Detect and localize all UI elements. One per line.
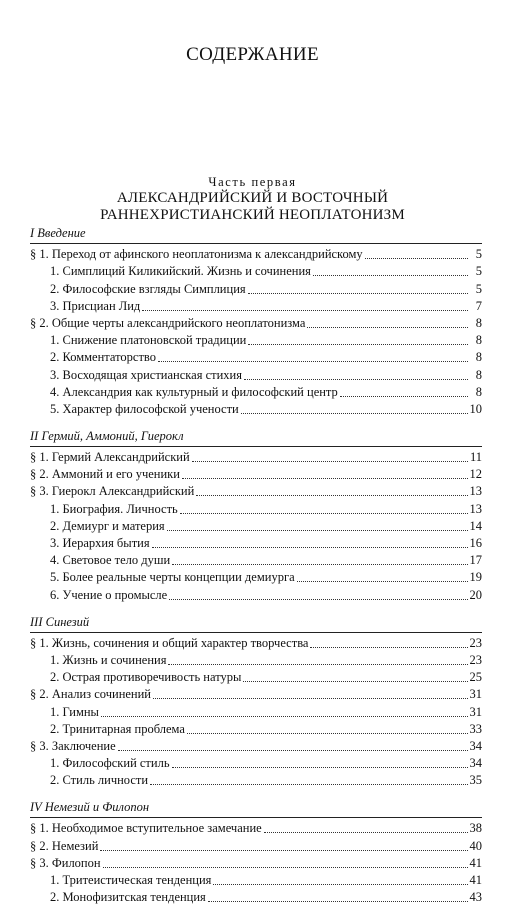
toc-entry-title: 1. Гимны <box>50 704 99 719</box>
toc-entry-title: § 1. Гермий Александрийский <box>30 450 190 465</box>
toc-page-number: 34 <box>469 756 482 771</box>
part-title-line-1: АЛЕКСАНДРИЙСКИЙ И ВОСТОЧНЫЙ <box>116 190 389 206</box>
toc-entry[interactable] <box>30 246 482 263</box>
toc-page-number: 5 <box>475 247 482 262</box>
toc-subentry[interactable] <box>30 652 482 669</box>
toc-entry[interactable] <box>30 449 482 466</box>
dot-leader <box>244 378 468 380</box>
dot-leader <box>167 529 468 531</box>
dot-leader <box>169 598 467 600</box>
toc-entry-title: 1. Биография. Личность <box>50 501 178 516</box>
toc-entry[interactable] <box>30 820 482 837</box>
dot-leader <box>192 460 468 462</box>
toc-entry-title: 2. Комментаторство <box>50 350 156 365</box>
chapter-heading: IV Немезий и Филопон <box>30 797 482 818</box>
toc-subentry[interactable] <box>30 535 482 552</box>
chapter-heading: III Синезий <box>30 612 482 633</box>
toc-subentry[interactable] <box>30 569 482 586</box>
toc-entry-title: 2. Философские взгляды Симплиция <box>50 281 246 296</box>
toc-entry-title: § 3. Гиерокл Александрийский <box>30 484 195 499</box>
toc-subentry[interactable] <box>30 669 482 686</box>
toc-entry-title: 6. Учение о промысле <box>50 587 168 602</box>
toc-page-number: 35 <box>469 773 482 788</box>
toc-page-number: 41 <box>469 873 482 887</box>
chapter-heading: II Гермий, Аммоний, Гиерокл <box>30 426 482 447</box>
part-label: Часть первая <box>208 175 297 189</box>
toc-subentry[interactable] <box>30 703 482 720</box>
dot-leader <box>264 831 468 833</box>
toc-subentry[interactable] <box>30 552 482 569</box>
toc-entry-title: § 3. Заключение <box>30 738 116 753</box>
toc-page-number: 17 <box>469 553 482 568</box>
dot-leader <box>118 749 468 751</box>
toc-entry[interactable] <box>30 466 482 483</box>
dot-leader <box>172 563 467 565</box>
toc-page-number: 14 <box>469 518 482 533</box>
toc-page-number: 40 <box>469 838 482 853</box>
toc-subentry[interactable] <box>30 298 482 315</box>
part-heading <box>0 174 505 224</box>
toc-page-number: 31 <box>469 687 482 702</box>
toc-page-number: 13 <box>469 484 482 499</box>
toc-page-number: 23 <box>469 635 482 650</box>
page-title: СОДЕРЖАНИЕ <box>186 44 319 65</box>
dot-leader <box>182 477 468 479</box>
toc-entry[interactable] <box>30 855 482 872</box>
dot-leader <box>307 326 468 328</box>
toc-entry-title: 4. Александрия как культурный и философский центр <box>50 384 338 399</box>
toc-page-number: 5 <box>475 264 482 279</box>
toc-page-number: 19 <box>469 570 482 585</box>
toc-entry[interactable] <box>30 483 482 500</box>
dot-leader <box>340 395 468 397</box>
dot-leader <box>243 680 467 682</box>
dot-leader <box>248 343 468 345</box>
dot-leader <box>101 715 468 717</box>
toc-entry-title: 2. Демиург и материя <box>50 518 165 533</box>
dot-leader <box>152 546 468 548</box>
dot-leader <box>313 274 468 276</box>
toc-page-number: 8 <box>475 315 482 330</box>
toc-entry[interactable] <box>30 315 482 332</box>
toc-page-number: 8 <box>475 350 482 365</box>
toc-page-number: 5 <box>475 281 482 296</box>
toc-page-number: 8 <box>475 333 482 348</box>
dot-leader <box>150 783 467 785</box>
toc-entry-title: 2. Монофизитская тенденция <box>50 890 206 905</box>
toc-subentry[interactable] <box>30 500 482 517</box>
toc-page-number: 31 <box>469 704 482 719</box>
toc-entry-title: § 1. Переход от афинского неоплатонизма к александрийскому <box>30 247 363 262</box>
toc-page-number: 41 <box>469 855 482 870</box>
toc-page-number: 8 <box>475 367 482 382</box>
toc-entry-title: 2. Тринитарная проблема <box>50 721 185 736</box>
toc-entry-title: 2. Стиль личности <box>50 773 149 788</box>
toc-entry-title: § 3. Филопон <box>30 855 101 870</box>
toc-page-number: 10 <box>469 401 482 416</box>
dot-leader <box>103 866 468 868</box>
toc-subentry[interactable] <box>30 384 482 401</box>
toc-entry-title: 5. Характер философской учености <box>50 401 239 416</box>
dot-leader <box>153 697 468 699</box>
toc-entry[interactable] <box>30 738 482 755</box>
dot-leader <box>142 309 468 311</box>
table-of-contents <box>30 223 482 906</box>
toc-page-number: 16 <box>469 536 482 550</box>
toc-entry-title: 3. Восходящая христианская стихия <box>50 367 242 382</box>
toc-page-number: 8 <box>475 384 482 399</box>
dot-leader <box>213 883 467 885</box>
toc-subentry[interactable] <box>30 755 482 772</box>
toc-entry-title: 1. Философский стиль <box>50 756 170 771</box>
toc-subentry[interactable] <box>30 332 482 349</box>
toc-entry-title: § 2. Аммоний и его ученики <box>30 467 180 482</box>
dot-leader <box>187 732 468 734</box>
toc-entry-title: 1. Тритеистическая тенденция <box>50 873 212 887</box>
toc-entry-title: 3. Иерархия бытия <box>50 536 150 550</box>
dot-leader <box>297 580 468 582</box>
toc-subentry[interactable] <box>30 518 482 535</box>
toc-entry[interactable] <box>30 837 482 854</box>
toc-page-number: 43 <box>469 890 482 905</box>
toc-subentry[interactable] <box>30 263 482 280</box>
toc-page-number: 33 <box>469 721 482 736</box>
toc-subentry[interactable] <box>30 401 482 418</box>
toc-subentry[interactable] <box>30 889 482 906</box>
toc-page-number: 13 <box>469 501 482 516</box>
toc-page-number: 23 <box>469 652 482 667</box>
toc-page-number: 34 <box>469 738 482 753</box>
toc-entry[interactable] <box>30 635 482 652</box>
toc-entry-title: 1. Снижение платоновской традиции <box>50 333 247 348</box>
toc-page-number: 25 <box>469 670 482 685</box>
toc-subentry[interactable] <box>30 586 482 603</box>
toc-entry-title: 1. Симплиций Киликийский. Жизнь и сочинения <box>50 264 311 279</box>
dot-leader <box>208 900 468 902</box>
toc-page-number: 12 <box>469 467 482 482</box>
toc-page-number: 38 <box>469 821 482 836</box>
toc-entry-title: § 1. Жизнь, сочинения и общий характер творчества <box>30 635 309 650</box>
toc-entry-title: 4. Световое тело души <box>50 553 171 568</box>
part-title-line-2: РАННЕХРИСТИАНСКИЙ НЕОПЛАТОНИЗМ <box>100 207 405 223</box>
dot-leader <box>310 646 467 648</box>
toc-subentry[interactable] <box>30 721 482 738</box>
dot-leader <box>158 360 468 362</box>
dot-leader <box>248 292 468 294</box>
dot-leader <box>180 512 468 514</box>
toc-subentry[interactable] <box>30 349 482 366</box>
toc-subentry[interactable] <box>30 280 482 297</box>
toc-entry-title: 1. Жизнь и сочинения <box>50 652 167 667</box>
dot-leader <box>100 849 467 851</box>
toc-entry-title: § 2. Анализ сочинений <box>30 687 151 702</box>
toc-entry-title: § 1. Необходимое вступительное замечание <box>30 821 262 836</box>
toc-page-number: 7 <box>475 298 482 313</box>
toc-entry-title: 2. Острая противоречивость натуры <box>50 670 242 685</box>
toc-subentry[interactable] <box>30 366 482 383</box>
toc-subentry[interactable] <box>30 872 482 889</box>
toc-page-number: 11 <box>469 450 482 465</box>
toc-entry[interactable] <box>30 686 482 703</box>
toc-subentry[interactable] <box>30 772 482 789</box>
toc-entry-title: 5. Более реальные черты концепции демиурга <box>50 570 295 585</box>
toc-entry-title: 3. Присциан Лид <box>50 298 141 313</box>
dot-leader <box>241 412 468 414</box>
dot-leader <box>168 663 467 665</box>
dot-leader <box>172 766 468 768</box>
dot-leader <box>365 257 468 259</box>
toc-entry-title: § 2. Немезий <box>30 838 99 853</box>
chapter-heading: I Введение <box>30 223 482 244</box>
dot-leader <box>196 494 467 496</box>
toc-entry-title: § 2. Общие черты александрийского неоплатонизма <box>30 315 306 330</box>
toc-page-number: 20 <box>469 587 482 602</box>
